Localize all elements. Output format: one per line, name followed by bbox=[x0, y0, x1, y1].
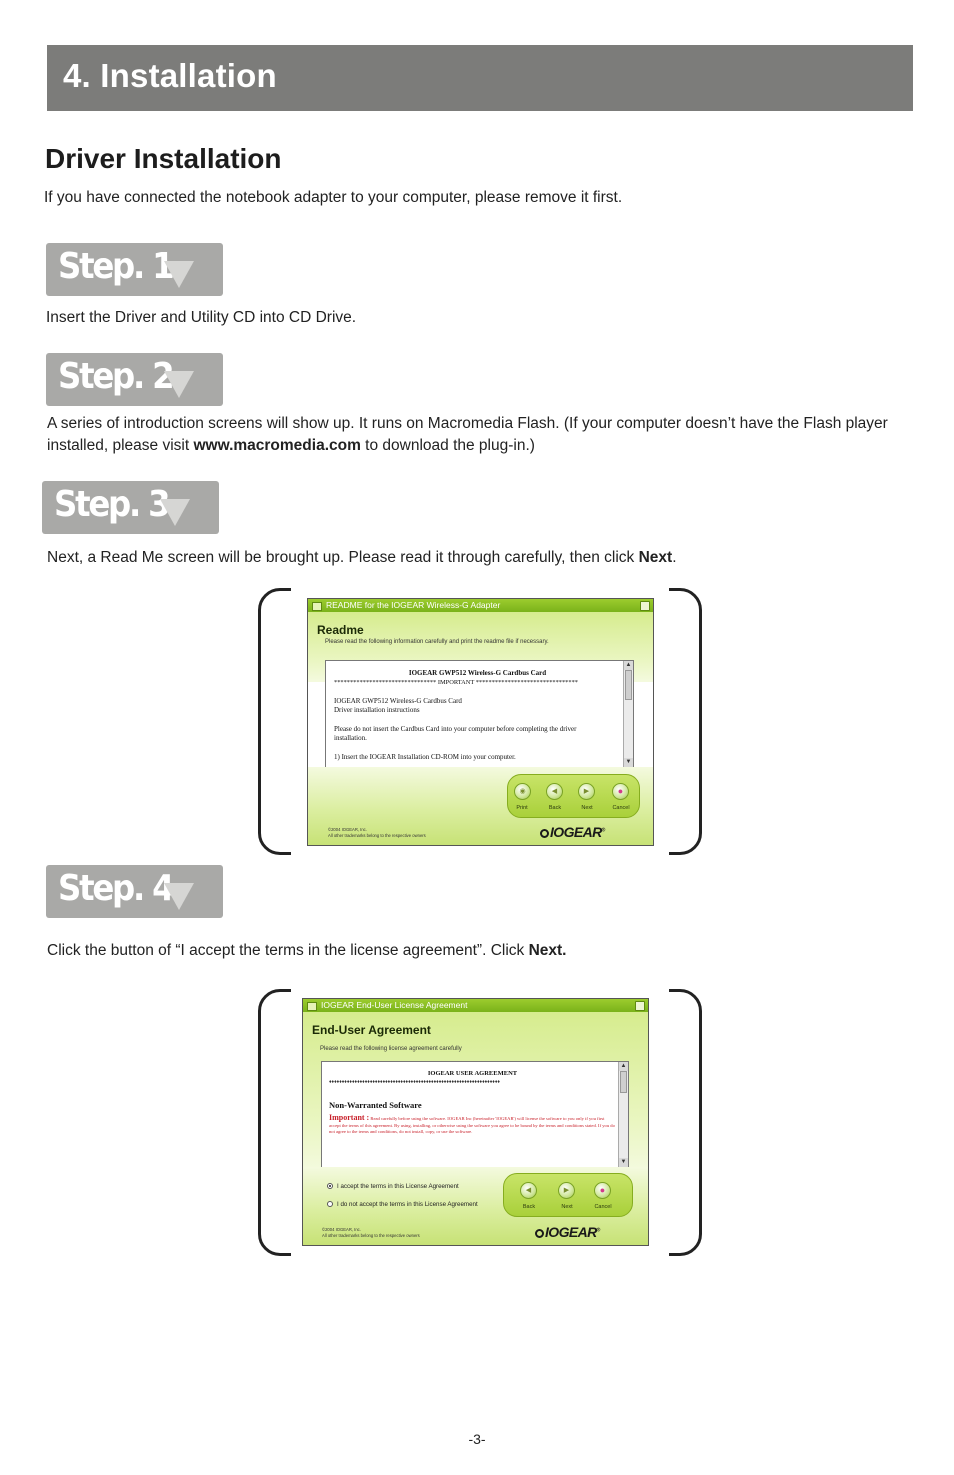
eula-subheading: Please read the following license agreement carefully bbox=[320, 1046, 462, 1052]
cancel-icon: ● bbox=[599, 1185, 606, 1195]
step-1-badge bbox=[46, 243, 223, 296]
step-2-label: Step. 2 bbox=[58, 356, 173, 397]
eula-copyright: ©2004 IOGEAR, Inc. All other trademarks belong to the respective owners bbox=[322, 1227, 420, 1238]
section-header-bar bbox=[47, 45, 913, 111]
step-3-badge bbox=[42, 481, 219, 534]
back-arrow-icon: ◀ bbox=[551, 788, 558, 795]
window-icon bbox=[307, 1002, 317, 1011]
readme-subheading: Please read the following information carefully and print the readme file if necessary. bbox=[325, 639, 549, 645]
down-arrow-icon bbox=[164, 883, 194, 910]
next-button[interactable] bbox=[558, 1182, 575, 1199]
close-icon[interactable] bbox=[635, 1001, 645, 1011]
readme-button-panel: ◉ ◀ ▶ ● Print Back Next Cancel bbox=[507, 774, 640, 818]
down-arrow-icon bbox=[164, 261, 194, 288]
accept-radio[interactable]: I accept the terms in this License Agreement bbox=[327, 1183, 459, 1190]
cancel-button[interactable] bbox=[594, 1182, 611, 1199]
radio-selected-icon[interactable] bbox=[327, 1183, 333, 1189]
readme-titlebar: README for the IOGEAR Wireless-G Adapter bbox=[308, 599, 653, 612]
section-title: 4. Installation bbox=[63, 57, 277, 94]
next-button[interactable] bbox=[578, 783, 595, 800]
back-button[interactable] bbox=[546, 783, 563, 800]
step-2-text: A series of introduction screens will show up. It runs on Macromedia Flash. (If your computer doesn’t have the Flash player installed, please visit www.macromedia.com to download the plug-in.) bbox=[47, 415, 888, 454]
step-4-badge bbox=[46, 865, 223, 918]
readme-window bbox=[307, 598, 654, 846]
step-3-text: Next, a Read Me screen will be brought up. Please read it through carefully, then click Next. bbox=[47, 549, 677, 566]
page-number: -3- bbox=[468, 1431, 486, 1447]
iogear-logo-icon bbox=[540, 829, 549, 838]
next-arrow-icon: ▶ bbox=[563, 1187, 570, 1194]
eula-window bbox=[302, 998, 649, 1246]
step-2-badge bbox=[46, 353, 223, 406]
driver-installation-title: Driver Installation bbox=[45, 143, 282, 174]
window-icon bbox=[312, 602, 322, 611]
readme-copyright: ©2004 IOGEAR, Inc. All other trademarks belong to the respective owners bbox=[328, 827, 426, 838]
driver-intro-text: If you have connected the notebook adapter to your computer, please remove it first. bbox=[44, 189, 623, 206]
scroll-down-icon[interactable]: ▼ bbox=[620, 1159, 627, 1165]
iogear-logo: IOGEAR® bbox=[535, 1224, 600, 1240]
back-arrow-icon: ◀ bbox=[525, 1187, 532, 1194]
print-icon: ◉ bbox=[519, 788, 526, 795]
eula-titlebar: IOGEAR End-User License Agreement bbox=[303, 999, 648, 1012]
iogear-logo: IOGEAR® bbox=[540, 824, 605, 840]
radio-empty-icon[interactable] bbox=[327, 1201, 333, 1207]
cancel-icon: ● bbox=[617, 786, 624, 796]
step-1-text: Insert the Driver and Utility CD into CD Drive. bbox=[46, 309, 357, 326]
decline-radio[interactable]: I do not accept the terms in this License Agreement bbox=[327, 1201, 478, 1208]
close-icon[interactable] bbox=[640, 601, 650, 611]
down-arrow-icon bbox=[164, 371, 194, 398]
scroll-down-icon[interactable]: ▼ bbox=[625, 759, 632, 765]
step-4-label: Step. 4 bbox=[58, 868, 173, 909]
readme-text-box[interactable]: IOGEAR GWP512 Wireless-G Cardbus Card ******************************** IMPORTANT ******************************** IOGEAR GWP512 Wireless-G Cardbus Card Driver installation instructions Please do not insert the Cardbus Card into your computer before completing the driver installation. 1) Insert the IOGEAR Installation CD-ROM into your computer. ▲ ▼ bbox=[325, 660, 634, 768]
step-1-label: Step. 1 bbox=[58, 246, 173, 287]
eula-heading: End-User Agreement bbox=[312, 1023, 431, 1037]
down-arrow-icon bbox=[160, 499, 190, 526]
readme-heading: Readme bbox=[317, 623, 364, 637]
macromedia-link: www.macromedia.com bbox=[193, 437, 361, 454]
next-arrow-icon: ▶ bbox=[583, 788, 590, 795]
eula-button-panel: ◀ ▶ ● Back Next Cancel bbox=[503, 1173, 633, 1217]
iogear-logo-icon bbox=[535, 1229, 544, 1238]
step-3-label: Step. 3 bbox=[54, 484, 169, 525]
print-button[interactable] bbox=[514, 783, 531, 800]
eula-text-box[interactable]: IOGEAR USER AGREEMENT ♦♦♦♦♦♦♦♦♦♦♦♦♦♦♦♦♦♦♦♦♦♦♦♦♦♦♦♦♦♦♦♦♦♦♦♦♦♦♦♦♦♦♦♦♦♦♦♦♦♦♦♦♦♦♦♦♦♦♦♦♦♦♦♦♦♦♦ Non-Warranted Software Important : Read carefully before using the software. IOGEAR Inc (hereinafter 'IOGEAR') will license the software to you only if you first accept the terms of this agreement. By using, installing, or otherwise using the software you agree to be bound by the terms and conditions stated. If you do not agree to the terms and conditions, do not install, copy, or use the software. ▲ ▼ bbox=[321, 1061, 629, 1168]
back-button[interactable] bbox=[520, 1182, 537, 1199]
readme-scrollbar[interactable] bbox=[623, 661, 633, 767]
eula-scrollbar[interactable] bbox=[618, 1062, 628, 1167]
step-4-text: Click the button of “I accept the terms in the license agreement”. Click Next. bbox=[47, 942, 567, 959]
scroll-up-icon[interactable]: ▲ bbox=[625, 662, 632, 668]
scroll-up-icon[interactable]: ▲ bbox=[620, 1063, 627, 1069]
cancel-button[interactable] bbox=[612, 783, 629, 800]
